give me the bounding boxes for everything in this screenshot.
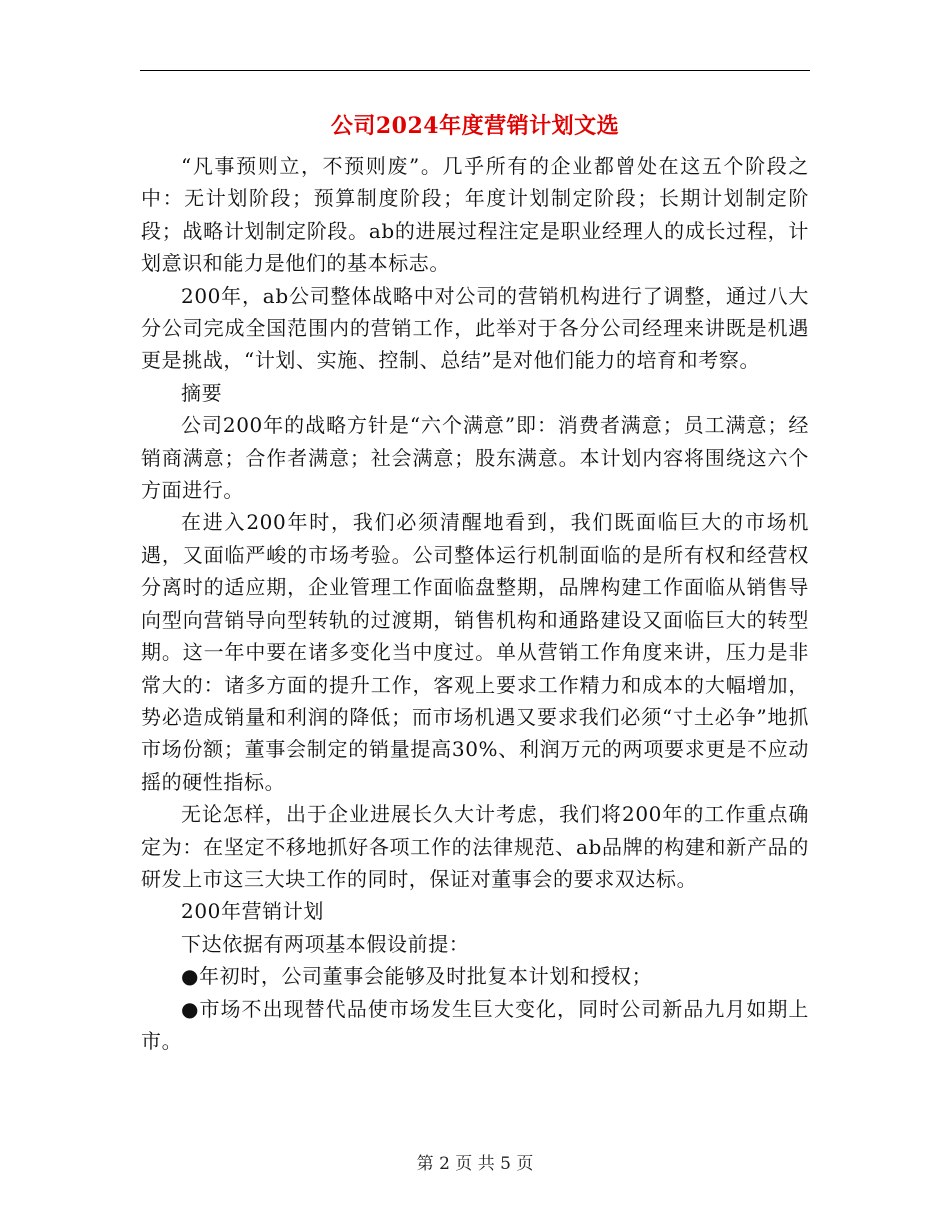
document-body — [141, 150, 809, 1057]
paragraph-strategy-adjustment: 200年，ab公司整体战略中对公司的营销机构进行了调整，通过八大分公司完成全国范围内的营销工作，此举对于各分公司经理来讲既是机遇更是挑战，“计划、实施、控制、总结”是对他们能力的培育和考察。 — [141, 283, 809, 373]
page-number-label: 第 2 页 共 5 页 — [416, 1154, 534, 1174]
paragraph-intro: “凡事预则立，不预则废”。几乎所有的企业都曾处在这五个阶段之中：无计划阶段；预算制度阶段；年度计划制定阶段；长期计划制定阶段；战略计划制定阶段。ab的进展过程注定是职业经理人的成长过程，计划意识和能力是他们的基本标志。 — [141, 154, 809, 276]
paragraph-assumptions-intro: 下达依据有两项基本假设前提： — [181, 931, 470, 956]
document-title: 公司2024年度营销计划文选 — [330, 113, 620, 139]
bullet-item-market-stability: ●市场不出现替代品使市场发生巨大变化，同时公司新品九月如期上市。 — [141, 996, 809, 1053]
header-rule — [140, 70, 810, 71]
bullet-item-board-approval: ●年初时，公司董事会能够及时批复本计划和授权； — [181, 964, 653, 989]
page-footer — [0, 1151, 950, 1177]
paragraph-work-focus: 无论怎样，出于企业进展长久大计考虑，我们将200年的工作重点确定为：在坚定不移地抓好各项工作的法律规范、ab品牌的构建和新产品的研发上市这三大块工作的同时，保证对董事会的要求双达标。 — [141, 802, 809, 891]
section-heading-summary: 摘要 — [181, 380, 223, 405]
paragraph-six-satisfactions: 公司200年的战略方针是“六个满意”即：消费者满意；员工满意；经销商满意；合作者满意；社会满意；股东满意。本计划内容将围绕这六个方面进行。 — [141, 413, 809, 503]
section-heading-marketing-plan: 200年营销计划 — [181, 899, 324, 924]
paragraph-market-situation: 在进入200年时，我们必须清醒地看到，我们既面临巨大的市场机遇，又面临严峻的市场考验。公司整体运行机制面临的是所有权和经营权分离时的适应期，企业管理工作面临盘整期，品牌构建工作面临从销售导向型向营销导向型转轨的过渡期，销售机构和通路建设又面临巨大的转型期。这一年中要在诸多变化当中度过。单从营销工作角度来讲，压力是非常大的：诸多方面的提升工作，客观上要求工作精力和成本的大幅增加，势必造成销量和利润的降低；而市场机遇又要求我们必须“寸土必争”地抓市场份额；董事会制定的销量提高30%、利润万元的两项要求更是不应动摇的硬性指标。 — [141, 510, 809, 794]
